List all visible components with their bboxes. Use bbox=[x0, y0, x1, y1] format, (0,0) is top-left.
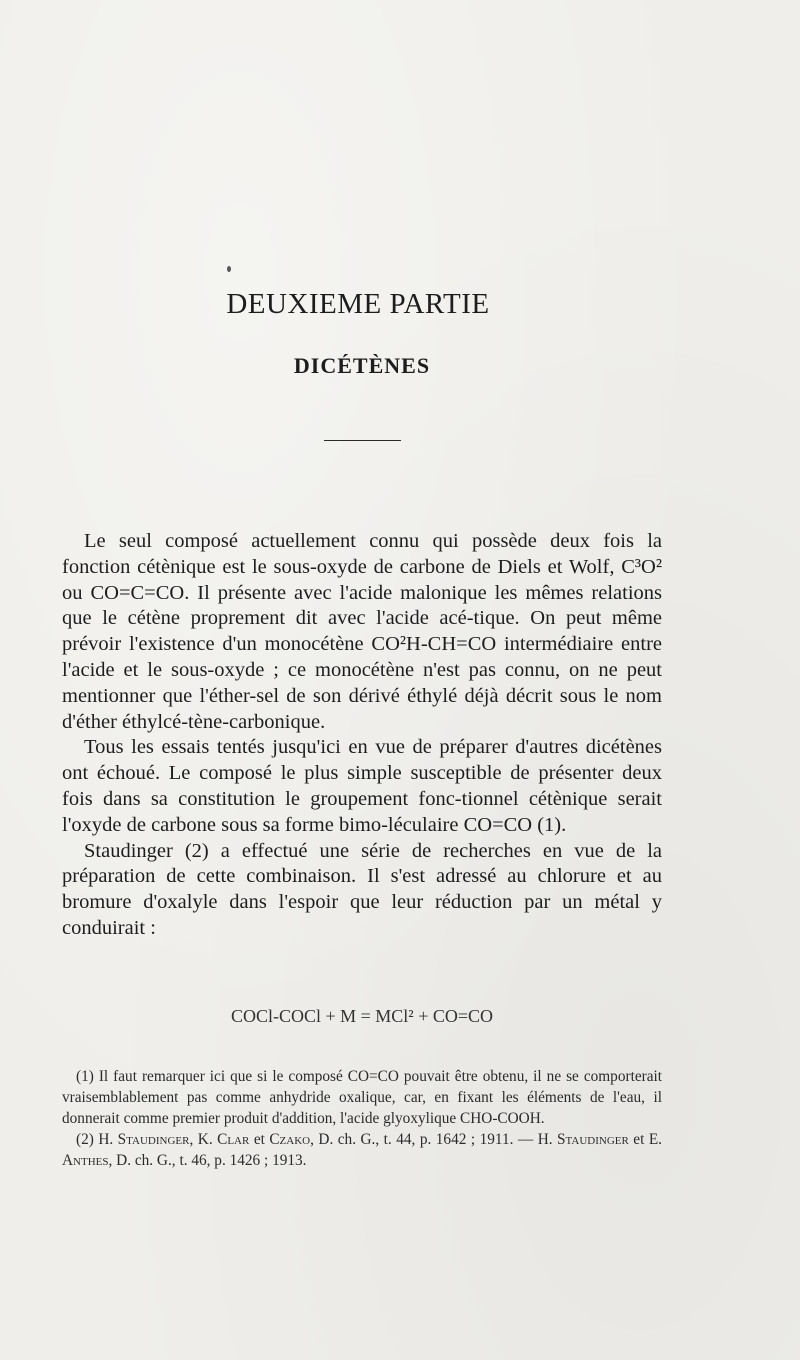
ink-speck bbox=[227, 266, 231, 272]
footnotes bbox=[62, 1066, 662, 1171]
footnote-1: (1) Il faut remarquer ici que si le composé CO=CO pouvait être obtenu, il ne se comporterait vraisemblablement pas comme anhydride oxalique, car, en fixant les éléments de l'eau, il donnerait comme premier produit d'addition, l'acide glyoxylique CHO-COOH. bbox=[62, 1068, 662, 1127]
citation: , D. ch. G., t. 46, p. 1426 ; 1913. bbox=[108, 1152, 307, 1169]
paragraph-1: Le seul composé actuellement connu qui possède deux fois la fonction cétènique est le sous-oxyde de carbone de Diels et Wolf, C³O² ou CO=C=CO. Il présente avec l'acide malonique les mêmes relations que le cétène proprement dit avec l'acide acé-tique. On peut même prévoir l'existence d'un monocétène CO²H-CH=CO intermédiaire entre l'acide et le sous-oxyde ; ce monocétène n'est pas connu, on ne peut mentionner que l'éther-sel de son dérivé éthylé déjà décrit sous le nom d'éther éthylcé-tène-carbonique. bbox=[62, 530, 662, 733]
chapter-title: DICÉTÈNES bbox=[293, 353, 431, 378]
author-name: K. Clar bbox=[197, 1131, 250, 1148]
reaction-formula: COCl-COCl + M = MCl² + CO=CO bbox=[230, 1006, 494, 1026]
paragraph-3: Staudinger (2) a effectué une série de recherches en vue de la préparation de cette combinaison. Il s'est adressé au chlorure et au bromure d'oxalyle dans l'espoir que leur réduction par un métal y conduirait : bbox=[62, 839, 662, 939]
author-name: Czako bbox=[269, 1131, 311, 1148]
footnote-marker: (2) bbox=[76, 1131, 94, 1148]
conjunction: et bbox=[249, 1131, 270, 1148]
paragraph-2: Tous les essais tentés jusqu'ici en vue de préparer d'autres dicétènes ont échoué. Le composé le plus simple susceptible de présenter deux fois dans sa constitution le groupement fonc-tionnel cétènique serait l'oxyde de carbone sous sa forme bimo-léculaire CO=CO (1). bbox=[62, 736, 662, 836]
author-name: H. Staudinger bbox=[537, 1131, 629, 1148]
part-title: DEUXIEME PARTIE bbox=[226, 288, 490, 320]
conjunction: et bbox=[628, 1131, 649, 1148]
author-name: H. Staudinger bbox=[98, 1131, 190, 1148]
author-name: E. Anthes bbox=[62, 1131, 662, 1169]
title-divider bbox=[324, 440, 401, 441]
citation: , D. ch. G., t. 44, p. 1642 ; 1911. — bbox=[310, 1131, 534, 1148]
separator: , bbox=[189, 1131, 198, 1148]
footnote-2 bbox=[62, 1129, 662, 1171]
body-text bbox=[62, 529, 662, 942]
